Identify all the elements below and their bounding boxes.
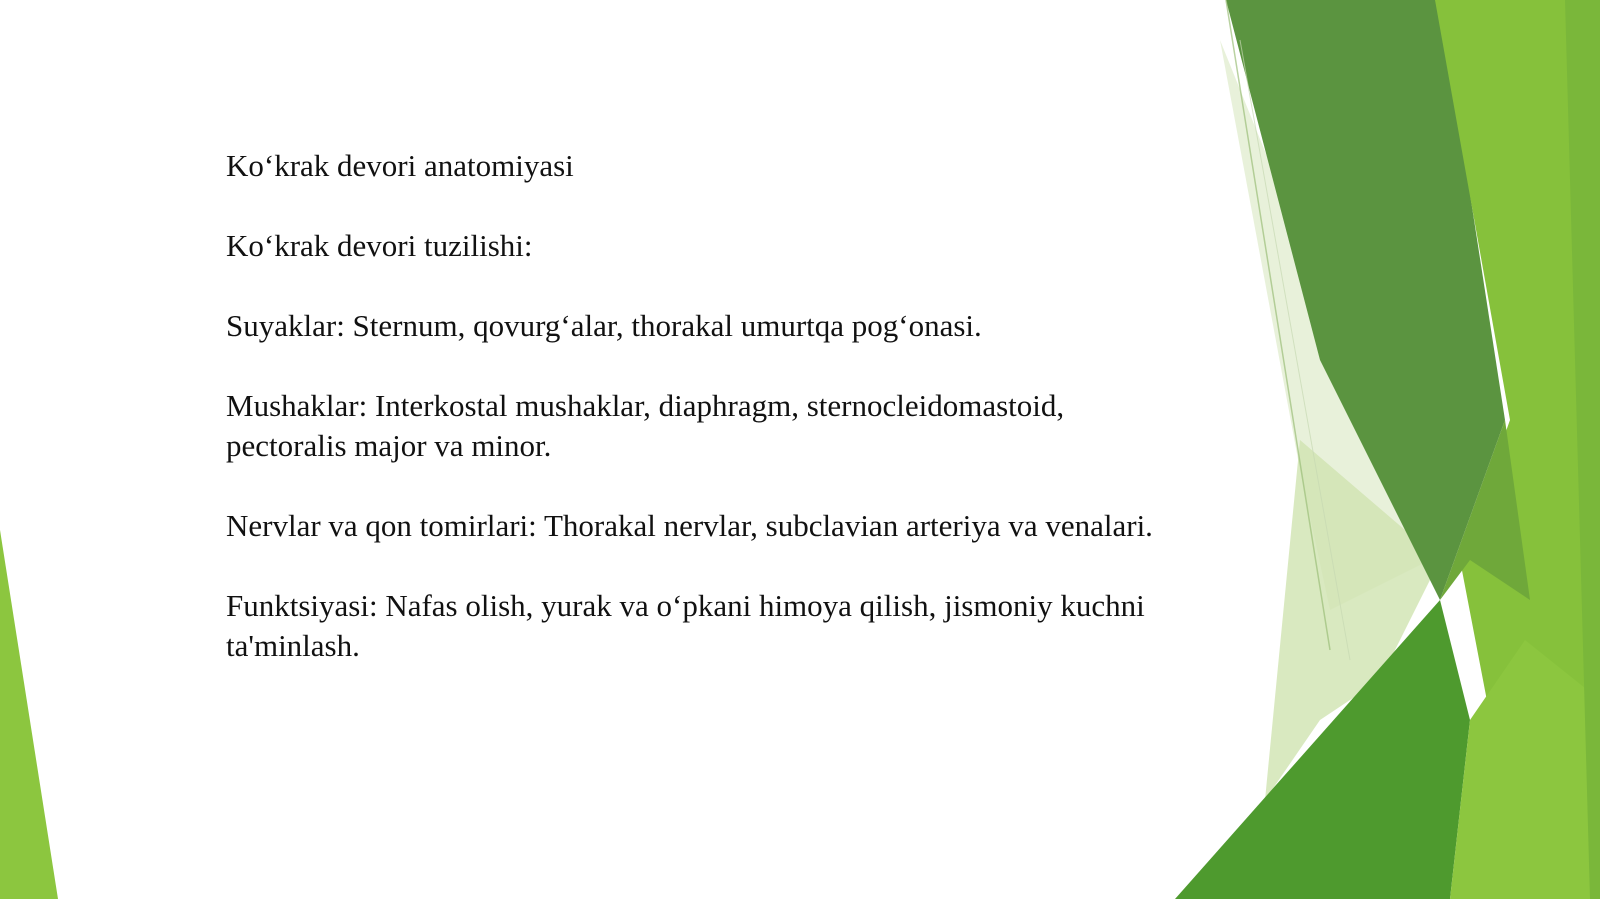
paragraph-bones: Suyaklar: Sternum, qovurg‘alar, thorakal umurtqa pog‘onasi.: [226, 308, 982, 343]
slide-text-body: [226, 146, 1156, 706]
paragraph-muscles: Mushaklar: Interkostal mushaklar, diaphragm, sternocleidomastoid, pectoralis major va minor.: [226, 388, 1065, 463]
left-green-sliver: [0, 530, 58, 899]
paragraph-functions: Funktsiyasi: Nafas olish, yurak va o‘pkani himoya qilish, jismoniy kuchni ta'minlash.: [226, 588, 1145, 663]
paragraph-structure: Ko‘krak devori tuzilishi:: [226, 228, 533, 263]
paragraph-nerves-vessels: Nervlar va qon tomirlari: Thorakal nervlar, subclavian arteriya va venalari.: [226, 508, 1153, 543]
slide-title: Ko‘krak devori anatomiyasi: [226, 148, 574, 183]
